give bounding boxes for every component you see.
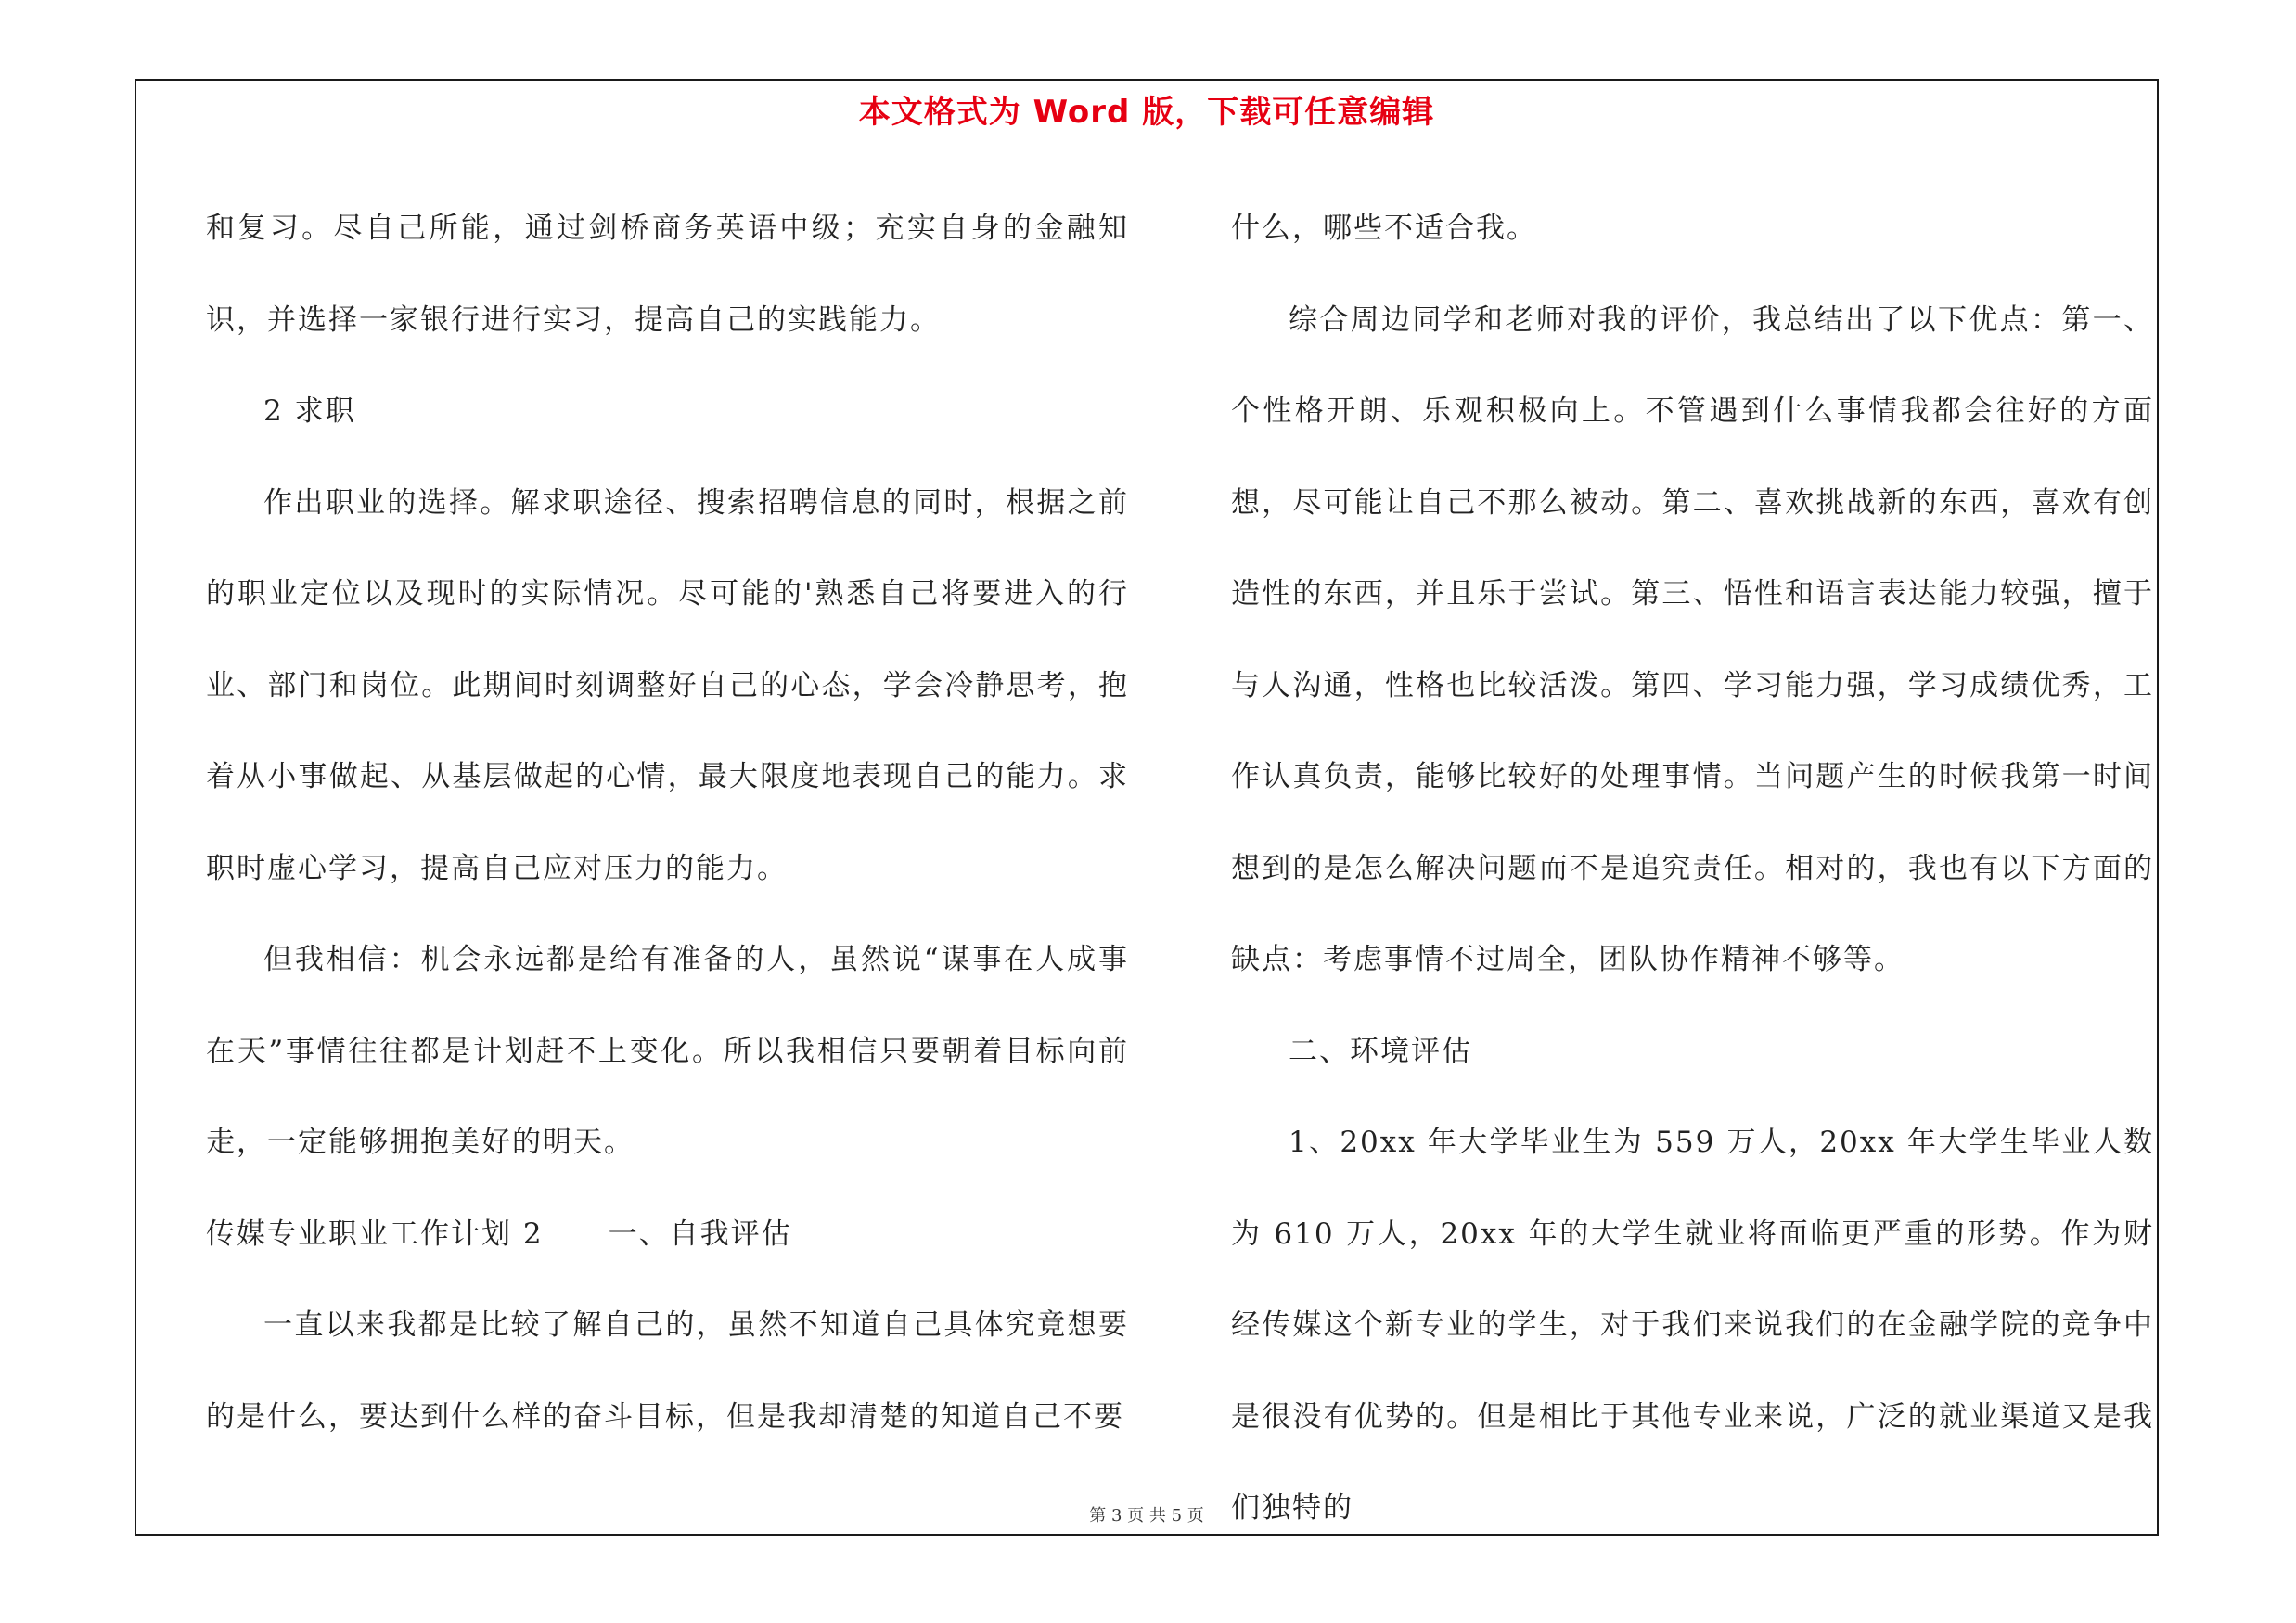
right-paragraph-4: 1、20xx 年大学毕业生为 559 万人，20xx 年大学生毕业人数为 610 万人，20xx 年的大学生就业将面临更严重的形势。作为财经传媒这个新专业的学生，对于我们来说我们的在金融学院的竞争中是很没有优势的。但是相比于其他专业来说，广泛的就业渠道又是我们独特的	[1231, 1126, 2154, 1525]
right-paragraph-2: 综合周边同学和老师对我的评价，我总结出了以下优点：第一、个性格开朗、乐观积极向上。不管遇到什么事情我都会往好的方面想，尽可能让自己不那么被动。第二、喜欢挑战新的东西，喜欢有创造性的东西，并且乐于尝试。第三、悟性和语言表达能力较强，擅于与人沟通，性格也比较活泼。第四、学习能力强，学习成绩优秀，工作认真负责，能够比较好的处理事情。当问题产生的时候我第一时间想到的是怎么解决问题而不是追究责任。相对的，我也有以下方面的缺点：考虑事情不过周全，团队协作精神不够等。	[1231, 303, 2154, 976]
page-footer: 第 3 页 共 5 页	[1089, 1506, 1204, 1526]
environment-heading: 二、环境评估	[1289, 1034, 1472, 1068]
left-column	[206, 183, 1129, 1462]
self-assessment-heading: 一、自我评估	[608, 1217, 792, 1251]
left-paragraph-4: 但我相信：机会永远都是给有准备的人，虽然说“谋事在人成事在天”事情往往都是计划赶不上变化。所以我相信只要朝着目标向前走，一定能够拥抱美好的明天。	[206, 943, 1129, 1159]
left-paragraph-6: 一直以来我都是比较了解自己的，虽然不知道自己具体究竟想要的是什么，要达到什么样的奋斗目标，但是我却清楚的知道自己不要	[206, 1308, 1129, 1434]
left-paragraph-2: 2 求职	[263, 394, 356, 428]
left-paragraph-1: 和复习。尽自己所能，通过剑桥商务英语中级；充实自身的金融知识，并选择一家银行进行实习，提高自己的实践能力。	[206, 212, 1129, 337]
right-paragraph-1: 什么，哪些不适合我。	[1231, 212, 1537, 245]
section-title-line	[206, 1189, 1129, 1281]
left-paragraph-3: 作出职业的选择。解求职途径、搜索招聘信息的同时，根据之前的职业定位以及现时的实际情况。尽可能的'熟悉自己将要进入的行业、部门和岗位。此期间时刻调整好自己的心态，学会冷静思考，抱着从小事做起、从基层做起的心情，最大限度地表现自己的能力。求职时虚心学习，提高自己应对压力的能力。	[206, 485, 1129, 885]
document-page	[135, 79, 2159, 1536]
right-column	[1231, 183, 2154, 1554]
header-banner: 本文格式为 Word 版，下载可任意编辑	[858, 94, 1435, 131]
plan-title: 传媒专业职业工作计划 2	[206, 1217, 544, 1251]
